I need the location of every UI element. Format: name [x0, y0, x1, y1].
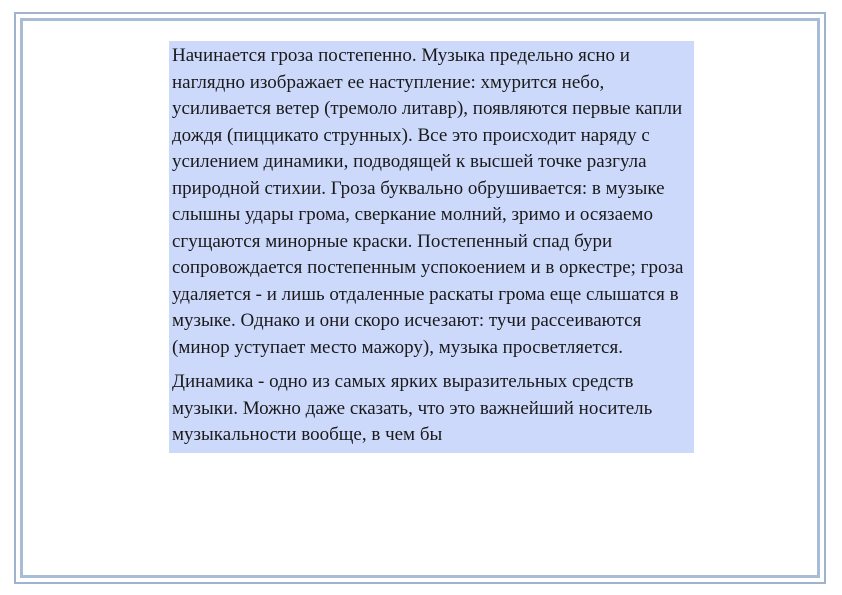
paragraph-dynamics: Динамика - одно из самых ярких выразительных средств музыки. Можно даже сказать, что это важнейший носитель музыкальности вообще, в чем бы	[172, 371, 653, 445]
text-block	[169, 41, 694, 453]
paragraph-thunderstorm: Начинается гроза постепенно. Музыка предельно ясно и наглядно изображает ее наступление: хмурится небо, усиливается ветер (тремоло литавр), появляются первые капли дождя (пиццикато струнных). Все это происходит наряду с усилением динамики, подводящей к высшей точке разгула природной стихии. Гроза буквально обрушивается: в музыке слышны удары грома, сверкание молний, зримо и осязаемо сгущаются минорные краски. Постепенный спад бури сопровождается постепенным успокоением и в оркестре; гроза удаляется - и лишь отдаленные раскаты грома еще слышатся в музыке. Однако и они скоро исчезают: тучи рассеиваются (минор уступает место мажору), музыка просветляется.	[172, 45, 684, 358]
